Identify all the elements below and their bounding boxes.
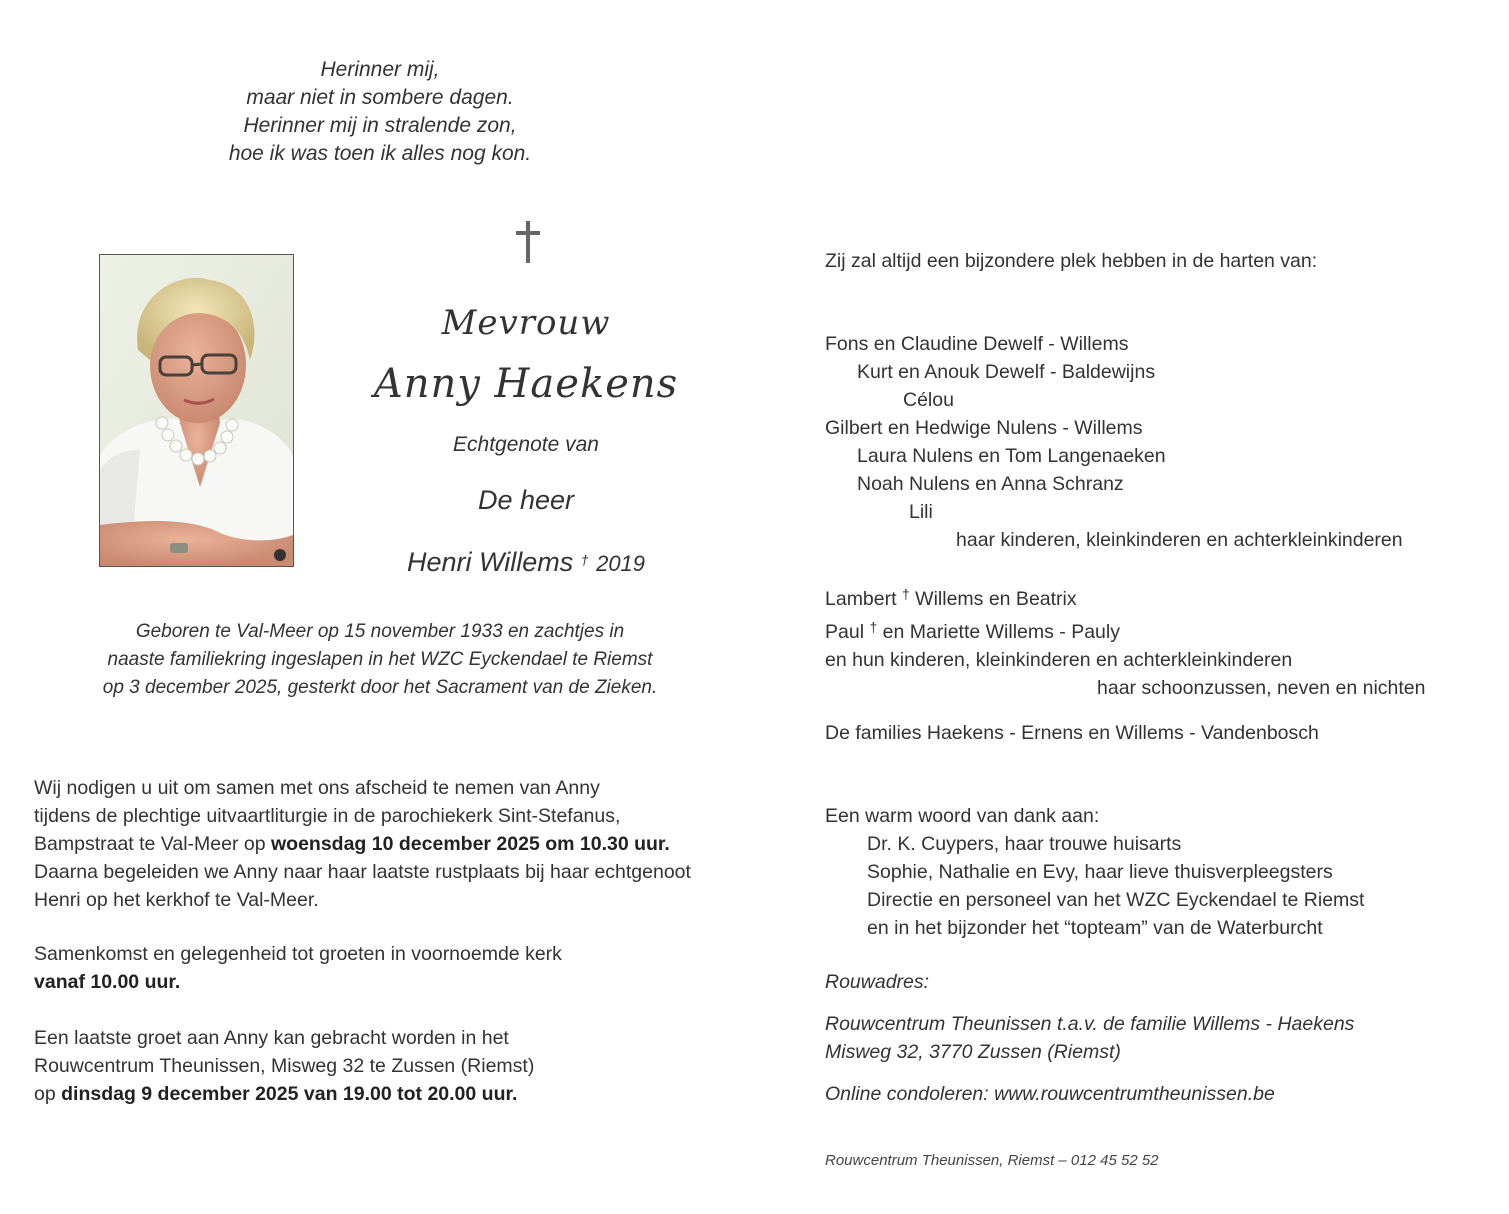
- family-summary: haar schoonzussen, neven en nichten: [1097, 677, 1426, 699]
- family-member: Laura Nulens en Tom Langenaeken: [857, 445, 1166, 467]
- family-list-2: [825, 580, 1485, 702]
- family-member-part: Lambert: [825, 588, 902, 610]
- family-list-1: [825, 330, 1485, 554]
- invitation-text-part: Bampstraat te Val-Meer op: [34, 833, 271, 855]
- online-condolences: Online condoleren: www.rouwcentrumtheunissen.be: [825, 1083, 1275, 1105]
- gathering-text: [34, 940, 774, 996]
- footer-credit: Rouwcentrum Theunissen, Riemst – 012 45 52 52: [825, 1152, 1159, 1169]
- cross-icon: [510, 218, 546, 266]
- invitation-line: Wij nodigen u uit om samen met ons afscheid te nemen van Anny: [34, 777, 600, 799]
- family-member-part: Paul: [825, 621, 870, 643]
- birth-line: op 3 december 2025, gesterkt door het Sacrament van de Zieken.: [102, 677, 658, 698]
- family-summary: en hun kinderen, kleinkinderen en achterkleinkinderen: [825, 649, 1293, 671]
- family-intro: Zij zal altijd een bijzondere plek hebben in de harten van:: [825, 250, 1318, 272]
- invitation-line: Daarna begeleiden we Anny naar haar laatste rustplaats bij haar echtgenoot: [34, 861, 691, 883]
- address-block: [825, 1010, 1485, 1066]
- families-line: De families Haekens - Ernens en Willems - Vandenbosch: [825, 722, 1319, 744]
- family-summary: haar kinderen, kleinkinderen en achterkleinkinderen: [956, 529, 1403, 551]
- invitation-line: Henri op het kerkhof te Val-Meer.: [34, 889, 319, 911]
- invitation-line: tijdens de plechtige uitvaartliturgie in de parochiekerk Sint-Stefanus,: [34, 805, 621, 827]
- spouse-name: Henri Willems: [406, 547, 574, 577]
- spouse-intro: Echtgenote van: [453, 433, 599, 456]
- address-label: Rouwadres:: [825, 971, 930, 993]
- gathering-line: Samenkomst en gelegenheid tot groeten in voornoemde kerk: [34, 943, 562, 965]
- funeral-date: woensdag 10 december 2025 om 10.30 uur.: [271, 833, 670, 855]
- spouse-line: [370, 542, 682, 582]
- poem-line: Herinner mij in stralende zon,: [243, 114, 517, 137]
- birth-line: naaste familiekring ingeslapen in het WZC Eyckendael te Riemst: [107, 649, 653, 670]
- thanks-block: [825, 802, 1485, 942]
- thanks-item: Dr. K. Cuypers, haar trouwe huisarts: [867, 833, 1182, 855]
- family-member: Lili: [909, 501, 933, 523]
- family-member: Gilbert en Hedwige Nulens - Willems: [825, 417, 1143, 439]
- thanks-item: Sophie, Nathalie en Evy, haar lieve thuisverpleegsters: [867, 861, 1333, 883]
- family-member: Kurt en Anouk Dewelf - Baldewijns: [857, 361, 1156, 383]
- invitation-text: [34, 774, 774, 914]
- address-line: Misweg 32, 3770 Zussen (Riemst): [825, 1041, 1121, 1063]
- title-mevrouw: Mevrouw: [441, 303, 611, 343]
- visit-line: [34, 1080, 774, 1108]
- visit-text-part: op: [34, 1083, 62, 1105]
- address-line: Rouwcentrum Theunissen t.a.v. de familie Willems - Haekens: [825, 1013, 1355, 1035]
- visit-text: [34, 1024, 774, 1108]
- family-member: Célou: [903, 389, 954, 411]
- visit-line: Een laatste groet aan Anny kan gebracht worden in het: [34, 1027, 509, 1049]
- deceased-name: Anny Haekens: [373, 361, 679, 407]
- thanks-item: Directie en personeel van het WZC Eyckendael te Riemst: [867, 889, 1365, 911]
- family-member: Fons en Claudine Dewelf - Willems: [825, 333, 1129, 355]
- poem: [80, 56, 680, 168]
- poem-line: Herinner mij,: [320, 58, 440, 81]
- dagger-icon: †: [901, 586, 910, 602]
- thanks-item: en in het bijzonder het “topteam” van de Waterburcht: [867, 917, 1323, 939]
- poem-line: maar niet in sombere dagen.: [246, 86, 514, 109]
- family-member: [825, 613, 1485, 646]
- gathering-time: vanaf 10.00 uur.: [34, 971, 181, 993]
- dagger-icon: †: [869, 619, 878, 635]
- spouse-year: 2019: [596, 551, 646, 576]
- visit-date: dinsdag 9 december 2025 van 19.00 tot 20.00 uur.: [61, 1083, 518, 1105]
- family-member: [825, 580, 1485, 613]
- dagger-icon: †: [580, 552, 589, 568]
- family-member-part: en Mariette Willems - Pauly: [877, 621, 1120, 643]
- family-member: Noah Nulens en Anna Schranz: [857, 473, 1124, 495]
- birth-text: [40, 618, 720, 702]
- poem-line: hoe ik was toen ik alles nog kon.: [228, 142, 532, 165]
- visit-line: Rouwcentrum Theunissen, Misweg 32 te Zussen (Riemst): [34, 1055, 535, 1077]
- portrait-photo: [99, 254, 294, 567]
- family-member-part: Willems en Beatrix: [909, 588, 1077, 610]
- spouse-title: De heer: [477, 485, 575, 515]
- thanks-intro: Een warm woord van dank aan:: [825, 805, 1100, 827]
- invitation-line: [34, 830, 774, 858]
- birth-line: Geboren te Val-Meer op 15 november 1933 en zachtjes in: [135, 621, 625, 642]
